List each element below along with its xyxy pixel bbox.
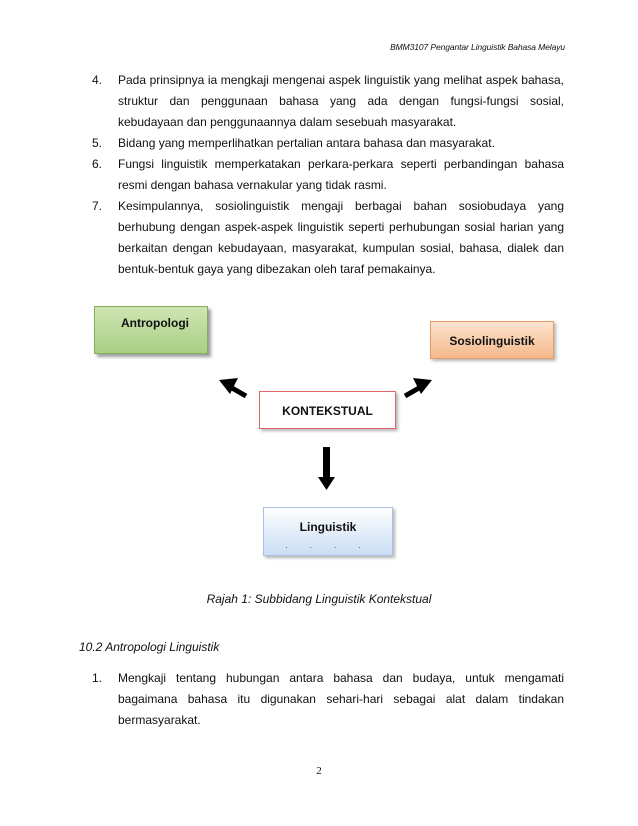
list-item-number: 6. — [92, 157, 103, 171]
page-header: BMM3107 Pengantar Linguistik Bahasa Melayu — [390, 42, 565, 52]
sosiolinguistik-label: Sosiolinguistik — [449, 334, 535, 348]
list-item-text: Kesimpulannya, sosiolinguistik mengaji berbagai bahan sosiobudaya yang berhubung dengan aspek-aspek linguistik seperti perhubungan sosial harian yang berkaitan dengan kebudayaan, masyarakat, kumpulan sosial, bahasa, dialek dan bentuk-bentuk gaya yang dibezakan oleh taraf pemakainya. — [118, 199, 564, 276]
list-item-text: Mengkaji tentang hubungan antara bahasa dan budaya, untuk mengamati bagaimana bahasa itu digunakan sehari-hari sebagai alat dalam tindakan bermasyarakat. — [118, 671, 564, 727]
arrow-down-icon — [318, 447, 335, 490]
linguistik-label: Linguistik — [299, 520, 357, 534]
page-number: 2 — [316, 765, 322, 777]
arrow-up-right-icon — [405, 378, 432, 396]
list-item-number: 4. — [92, 73, 103, 87]
arrow-up-left-icon — [219, 378, 246, 396]
list-item — [92, 668, 564, 731]
list-item-text: Pada prinsipnya ia mengkaji mengenai aspek linguistik yang melihat aspek bahasa, struktur dan penggunaan bahasa yang ada dengan fungsi-fungsi sosial, kebudayaan dan penggunaannya dalam sesebuah masyarakat. — [118, 73, 564, 129]
list-item-text: Fungsi linguistik memperkatakan perkara-perkara seperti perbandingan bahasa resmi dengan bahasa vernakular yang tidak rasmi. — [118, 157, 564, 192]
section-title: 10.2 Antropologi Linguistik — [79, 640, 220, 654]
list-item-number: 1. — [92, 671, 103, 685]
list-item-number: 5. — [92, 136, 103, 150]
list-item-text: Bidang yang memperlihatkan pertalian antara bahasa dan masyarakat. — [118, 136, 495, 150]
list-item-number: 7. — [92, 199, 103, 213]
numbered-list-2 — [92, 668, 564, 731]
figure-caption: Rajah 1: Subbidang Linguistik Kontekstual — [206, 592, 432, 606]
antropologi-label: Antropologi — [121, 316, 189, 330]
linguistik-faint-text: . . . . — [285, 541, 371, 550]
kontekstual-label: KONTEKSTUAL — [282, 404, 373, 418]
